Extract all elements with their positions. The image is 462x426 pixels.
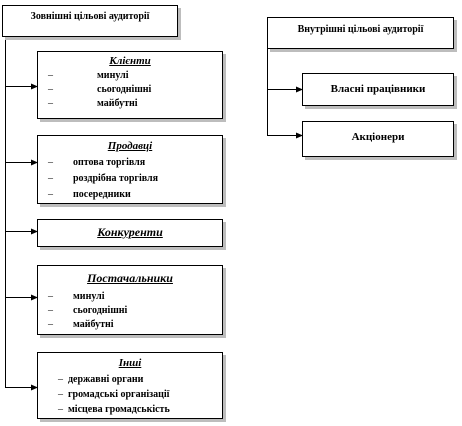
dash: –: [48, 157, 53, 168]
item-label: минулі: [97, 70, 129, 81]
dash: –: [48, 291, 53, 302]
group-title: Продавці: [107, 140, 153, 152]
item-label: громадські організації: [68, 389, 170, 400]
item-label: державні органи: [68, 374, 144, 385]
internal-audiences-header: Внутрішні цільові аудиторії: [267, 17, 454, 49]
item-label: сьогоднішні: [97, 84, 152, 95]
dash: –: [48, 319, 53, 330]
dash: –: [48, 70, 53, 81]
group-title: Конкуренти: [97, 225, 163, 239]
internal-item-label: Власні працівники: [330, 83, 426, 95]
group-title: Інші: [118, 357, 142, 369]
dash: –: [48, 189, 53, 200]
dash: –: [48, 98, 53, 109]
group-sellers: [37, 135, 223, 204]
internal-item-employees: [302, 73, 454, 106]
item-label: майбутні: [97, 98, 138, 109]
item-label: майбутні: [73, 319, 114, 330]
dash: –: [58, 374, 63, 385]
item-label: місцева громадськість: [68, 404, 170, 415]
group-title: Клієнти: [109, 55, 151, 67]
item-label: роздрібна торгівля: [73, 173, 159, 184]
group-others: [37, 352, 223, 419]
internal-item-label: Акціонери: [351, 131, 405, 143]
external-audiences-header: Зовнішні цільові аудиторії: [2, 5, 178, 37]
group-competitors: [37, 219, 223, 247]
group-suppliers: [37, 265, 223, 335]
item-label: оптова торгівля: [73, 157, 146, 168]
internal-item-shareholders: [302, 121, 454, 157]
item-label: минулі: [73, 291, 105, 302]
dash: –: [48, 173, 53, 184]
item-label: посередники: [73, 189, 131, 200]
dash: –: [48, 305, 53, 316]
dash: –: [58, 404, 63, 415]
item-label: сьогоднішні: [73, 305, 128, 316]
group-clients: [37, 51, 223, 119]
dash: –: [48, 84, 53, 95]
dash: –: [58, 389, 63, 400]
group-title: Постачальники: [87, 271, 173, 285]
